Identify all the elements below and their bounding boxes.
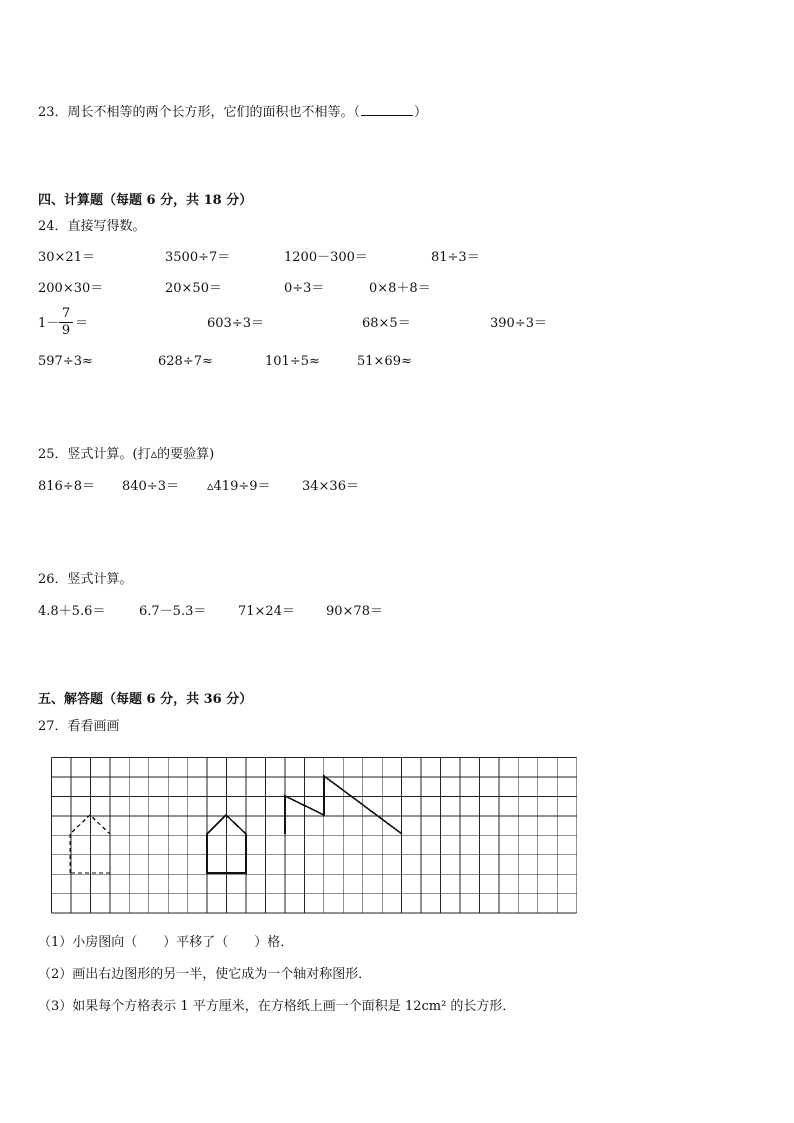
q24-item: 200×30＝ [38,281,104,296]
q24-item: 603÷3＝ [207,316,264,331]
q27-sub-3: （3）如果每个方格表示 1 平方厘米，在方格纸上画一个面积是 12cm² 的长方形． [38,999,516,1014]
section-4-heading: 四、计算题（每题 6 分，共 18 分） [38,193,253,208]
q24-item: 20×50＝ [165,281,222,296]
question-23-close: ） [414,105,428,120]
fraction-prefix: 1－ [38,316,60,331]
q24-item: 30×21＝ [38,250,95,265]
q24-item: 390÷3＝ [490,316,547,331]
q24-item: 3500÷7＝ [165,250,231,265]
q24-item: 597÷3≈ [38,354,93,369]
q26-item: 4.8＋5.6＝ [38,604,106,619]
q24-item: 0×8＋8＝ [369,281,431,296]
fraction-denominator: 9 [61,323,71,338]
q24-item: 0÷3＝ [284,281,325,296]
question-24-title: 24．直接写得数。 [38,219,146,234]
q25-item: 816÷8＝ [38,479,95,494]
q26-item: 71×24＝ [238,604,295,619]
q25-item: 34×36＝ [302,479,359,494]
q24-item: 81÷3＝ [431,250,480,265]
fraction-suffix: ＝ [75,316,89,331]
q25-item: ▵419÷9＝ [207,479,271,494]
q24-item: 51×69≈ [357,354,412,369]
question-23-text: 23．周长不相等的两个长方形，它们的面积也不相等。（ [38,105,361,120]
q27-sub-1: （1）小房图向（ ）平移了（ ）格． [38,935,294,950]
question-26-title: 26．竖式计算。 [38,572,133,587]
question-25-title: 25．竖式计算。(打▵的要验算) [38,447,215,462]
q24-item: 1200－300＝ [284,250,368,265]
q26-item: 6.7－5.3＝ [139,604,207,619]
q24-item: 68×5＝ [362,316,411,331]
q27-sub-2: （2）画出右边图形的另一半，使它成为一个轴对称图形． [38,967,372,982]
q25-item: 840÷3＝ [122,479,179,494]
q26-item: 90×78＝ [326,604,383,619]
question-27-title: 27．看看画画 [38,719,120,734]
fraction-numerator: 7 [61,306,71,321]
grid-lines [52,758,577,914]
q24-item: 628÷7≈ [158,354,213,369]
section-5-heading: 五、解答题（每题 6 分，共 36 分） [38,692,253,707]
q24-item: 101÷5≈ [265,354,320,369]
